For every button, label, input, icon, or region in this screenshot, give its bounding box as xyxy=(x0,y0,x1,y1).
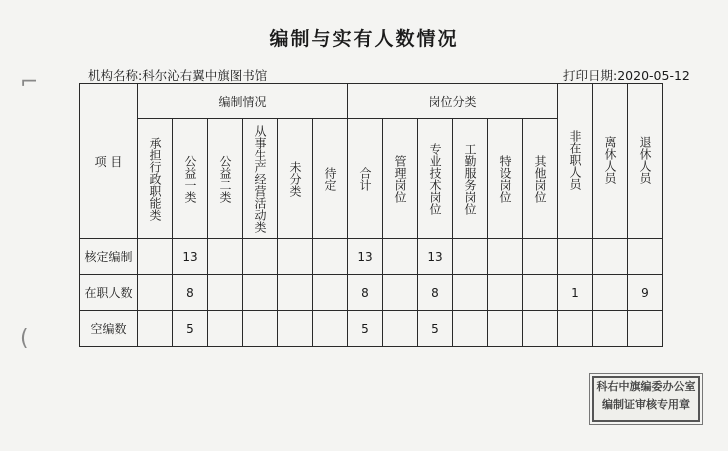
cell xyxy=(208,311,243,347)
cell: 9 xyxy=(628,275,663,311)
org-label: 机构名称: xyxy=(88,68,143,83)
cell xyxy=(243,275,278,311)
cell: 1 xyxy=(558,275,593,311)
cell xyxy=(453,311,488,347)
col-label: 从事生产经营活动类 xyxy=(253,125,267,233)
staffing-table xyxy=(79,83,663,347)
row-label: 在职人数 xyxy=(80,275,138,311)
cell xyxy=(138,275,173,311)
bianzhi-col-header xyxy=(173,119,208,239)
gangwei-group-header: 岗位分类 xyxy=(348,84,558,119)
cell xyxy=(313,311,348,347)
col-label: 管理岗位 xyxy=(393,155,407,203)
cell xyxy=(523,239,558,275)
cell: 13 xyxy=(348,239,383,275)
gangwei-col-header xyxy=(348,119,383,239)
bianzhi-col-header xyxy=(278,119,313,239)
cell xyxy=(208,239,243,275)
print-date-label: 打印日期: xyxy=(563,68,618,83)
gangwei-col-header xyxy=(418,119,453,239)
cell xyxy=(523,311,558,347)
cell xyxy=(243,311,278,347)
cell xyxy=(488,239,523,275)
bianzhi-col-header xyxy=(243,119,278,239)
scan-mark: ( xyxy=(20,326,29,351)
cell: 5 xyxy=(418,311,453,347)
org-name: 科尔沁右翼中旗图书馆 xyxy=(142,68,268,83)
cell xyxy=(593,239,628,275)
scan-mark: ⌐ xyxy=(20,70,39,95)
extra-col-label: 非在职人员 xyxy=(568,129,582,190)
print-date-value: 2020-05-12 xyxy=(617,68,690,83)
col-label: 承担行政职能类 xyxy=(148,137,162,221)
table-row xyxy=(80,311,663,347)
cell: 8 xyxy=(173,275,208,311)
cell xyxy=(383,275,418,311)
extra-col-label: 离休人员 xyxy=(603,135,617,184)
gangwei-col-header xyxy=(523,119,558,239)
cell xyxy=(383,239,418,275)
bianzhi-group-header: 编制情况 xyxy=(138,84,348,119)
col-label: 待定 xyxy=(323,167,337,191)
cell: 13 xyxy=(418,239,453,275)
col-label: 合计 xyxy=(358,167,372,191)
extra-col-header xyxy=(558,84,593,239)
cell xyxy=(488,311,523,347)
stamp-line: 编制证审核专用章 xyxy=(602,398,690,411)
cell xyxy=(208,275,243,311)
extra-col-label: 退休人员 xyxy=(638,135,652,184)
cell xyxy=(453,275,488,311)
col-label: 工勤服务岗位 xyxy=(463,143,477,215)
col-label: 特设岗位 xyxy=(498,155,512,203)
row-label: 核定编制 xyxy=(80,239,138,275)
cell xyxy=(628,311,663,347)
col-label: 专业技术岗位 xyxy=(428,143,442,215)
gangwei-col-header xyxy=(488,119,523,239)
cell xyxy=(313,239,348,275)
cell xyxy=(628,239,663,275)
table-row xyxy=(80,275,663,311)
col-label: 公益一类 xyxy=(183,155,197,203)
document-title: 编制与实有人数情况 xyxy=(269,28,459,50)
col-label: 未分类 xyxy=(288,161,302,197)
gangwei-col-header xyxy=(383,119,418,239)
print-date-field xyxy=(563,66,690,84)
bianzhi-col-header xyxy=(208,119,243,239)
cell: 5 xyxy=(173,311,208,347)
gangwei-col-header xyxy=(453,119,488,239)
cell: 8 xyxy=(418,275,453,311)
col-label: 其他岗位 xyxy=(533,155,547,203)
cell xyxy=(138,311,173,347)
extra-col-header xyxy=(593,84,628,239)
cell: 8 xyxy=(348,275,383,311)
col-label: 公益二类 xyxy=(218,155,232,203)
table-row xyxy=(80,239,663,275)
cell xyxy=(453,239,488,275)
cell xyxy=(383,311,418,347)
item-header: 项 目 xyxy=(80,84,138,239)
cell xyxy=(313,275,348,311)
stamp-line: 科右中旗编委办公室 xyxy=(596,380,696,393)
row-label: 空编数 xyxy=(80,311,138,347)
official-seal-stamp xyxy=(592,376,700,422)
org-field xyxy=(88,66,267,84)
cell xyxy=(488,275,523,311)
cell xyxy=(243,239,278,275)
cell xyxy=(593,311,628,347)
cell xyxy=(138,239,173,275)
cell xyxy=(593,275,628,311)
cell xyxy=(523,275,558,311)
cell xyxy=(278,311,313,347)
cell: 5 xyxy=(348,311,383,347)
bianzhi-col-header xyxy=(138,119,173,239)
cell xyxy=(278,239,313,275)
cell xyxy=(278,275,313,311)
cell xyxy=(558,239,593,275)
extra-col-header xyxy=(628,84,663,239)
cell xyxy=(558,311,593,347)
bianzhi-col-header xyxy=(313,119,348,239)
cell: 13 xyxy=(173,239,208,275)
